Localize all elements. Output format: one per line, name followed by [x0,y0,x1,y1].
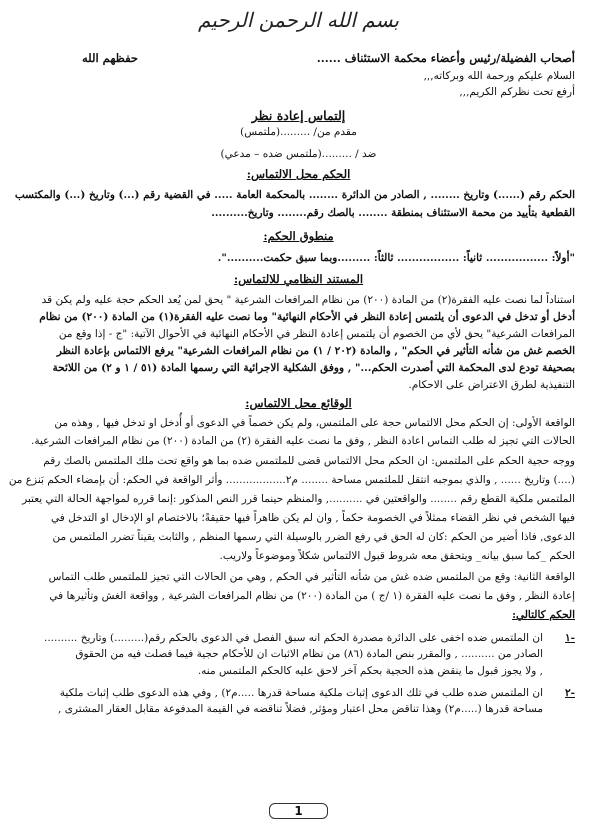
list-item-line: مساحة قدرها (.....م٢) وهذا تناقض محل اعتبار ومؤثر, فضلاً تناقضه في القيمة المدفوعة مقابل العقار المشترى , [58,703,543,716]
judgment-line-1: الحكم رقم (......) وتاريخ ........ , الصادر من الدائرة ........ بالمحكمة العامة ..... في القضية رقم (...) وتاريخ (...) والمكتسب [14,189,575,201]
list-item-line: , ولا يجوز قبول ما ينقض هذه الحجية بحكم آخر لاحق عليه كالحكم الملتمس منه. [197,664,543,677]
list-item-line: الصادر من .......... , والمقرر بنص المادة (٨٦) من نظام الاثبات ان للأحكام حجية فيما فصلت فيه من الحقوق [75,648,543,661]
judgment-line-2: القطعية بتأييد من محمة الاستئناف بمنطقة ........ بالصك رقم........ وتاريخ.......... [211,207,575,219]
ruling-line: "أولاً: ................. ثانياً: ................. ثالثاً: .........وبما سبق حكمت..........". [217,252,575,264]
header-row [22,50,575,68]
legal-paragraph-line: استناداً لما نصت عليه الفقرة(٢) من المادة (٢٠٠) من نظام المرافعات الشرعية " يحق لمن يُعد الحكم حجة عليه ولم يكن قد [41,294,575,306]
legal-paragraph-line: التنفيذية لطرق الاعتراض على الاحكام. [408,379,575,391]
ruling-heading: منطوق الحكم: [263,229,334,243]
list-item-line: ان الملتمس ضده طلب في تلك الدعوى إثبات ملكية مساحة قدرها .....م٢) , وفي هذه الدعوى طلب إثبات ملكية [59,686,543,699]
fact1-line: الملتمس ملكية القطع رقم ........ والواقعتين في .........., والمنظم حينما قرر النص المذكور :إنما قرره لمواجهة الحالة التي يعتبر [22,493,575,505]
applicant-line: مقدم من/ .........(ملتمس) [240,126,357,138]
submit-line: أرفع تحت نظركم الكريم,,, [459,86,575,98]
greeting-right: حفظهم الله [82,51,138,65]
facts-heading: الوقائع محل الالتماس: [245,396,352,410]
list-number: -٢ [565,686,575,699]
list-item-line: ان الملتمس ضده اخفى على الدائرة مصدرة الحكم انه سبق الفصل في الدعوى بالحكم رقم(.........) وتاريخ .......... [44,632,543,644]
fact2-line: إعادة النظر , وفق ما نصت عليه الفقرة (١ /ج ) من المادة (٢٠٠) من نظام المرافعات الشرعية , وواقعة الغش وتأثيرها في [49,590,575,602]
legal-paragraph-line: أدخل أو تدخل في الدعوى أن يلتمس إعادة النظر في الأحكام النهائية" وما نصت عليه الفقرة(١) من المادة (٢٠٠) من نظام [39,311,575,323]
basmala-calligraphy: بسم الله الرحمن الرحيم [197,8,399,32]
list-item [22,630,575,679]
page-number: 1 [269,803,327,819]
fact2-line: الحكم كالتالي: [512,609,575,621]
salutation: السلام عليكم ورحمة الله وبركاته,,, [423,70,575,82]
numbered-list [22,630,575,717]
fact1-line: الحكم _كما سبق بيانه_ ويتحقق معه شروط قبول الالتماس شكلاً وموضوعاً ولاريب. [219,550,575,562]
petition-title: إلتماس إعادة نظر [251,108,346,123]
fact1-line: الدعوى, فاذا أضير من الحكم :كان له الحق في رفع الضرر بالوسيلة التي رسمها المنظم , والثابت يقيناً تضرر الملتمس من [52,531,575,543]
fact1-line: الحالات التي تجيز له طلب التماس اعادة النظر , وفق ما نصت عليه الفقرة (٢) من المادة (٢٠٠) من نظام المرافعات الشرعية. [30,435,575,447]
respondent-line: ضد / .........(ملتمس ضده – مدعي) [220,148,377,160]
list-item [22,685,575,718]
fact1-line: ووجه حجية الحكم على الملتمس: ان الحكم محل الالتماس قضى للملتمس ضده بما هو واقع تحت ملك الملتمس بالصك رقم [43,455,575,467]
fact2-line: الواقعة الثانية: وقع من الملتمس ضده غش من شأنه التأثير في الحكم , وهي من الحالات التي تجيز للملتمس طلب التماس [48,571,575,583]
fact1-line: الواقعة الأولى: إن الحكم محل الالتماس حجة على الملتمس، ولم يكن خصماً في الدعوى أو أُدخل او تدخل فيها , وهذه من [54,417,575,429]
addressee: أصحاب الفضيلة/رئيس وأعضاء محكمة الاستئناف ...... [316,51,575,65]
judgment-heading: الحكم محل الالتماس: [246,167,351,181]
legal-paragraph-line: الخصم غش من شأنه التأثير في الحكم" , والمادة (٢٠٢ / ١) من نظام المرافعات الشرعية" يرفع الالتماس بإعادة النظر [56,345,575,357]
page-footer [0,800,597,819]
fact1-line: (....) وتاريخ ...... , والذي بموجبه انتقل للملتمس مساحة ........ م٢.................. وأثر الواقعة في الحكم: أن بإمضاء الحكم بَنزع من [8,474,575,486]
fact1-line: فيها الشخص في نظر القضاء ممثلاً في الخصومة حكماً , وان لم يكن ظاهراً فيها حقيقةً؛ بالاختصام او الإدخال او التدخل في [50,512,575,524]
list-number: -١ [565,632,575,644]
legal-paragraph-line: المرافعات الشرعية" يحق لأي من الخصوم أن يلتمس إعادة النظر في الأحكام النهائية في الأحوال الآتية: "ج - إذا وقع من [58,328,575,340]
legal-basis-heading: المستند النظامي للالتماس: [233,272,364,286]
legal-paragraph-line: بصحيفة تودع لدى المحكمة التي أصدرت الحكم..." , ووفق الشكلية الاجرائية التي رسمها المادة (٥١ / ١ و ٢) من اللائحة [52,362,575,374]
